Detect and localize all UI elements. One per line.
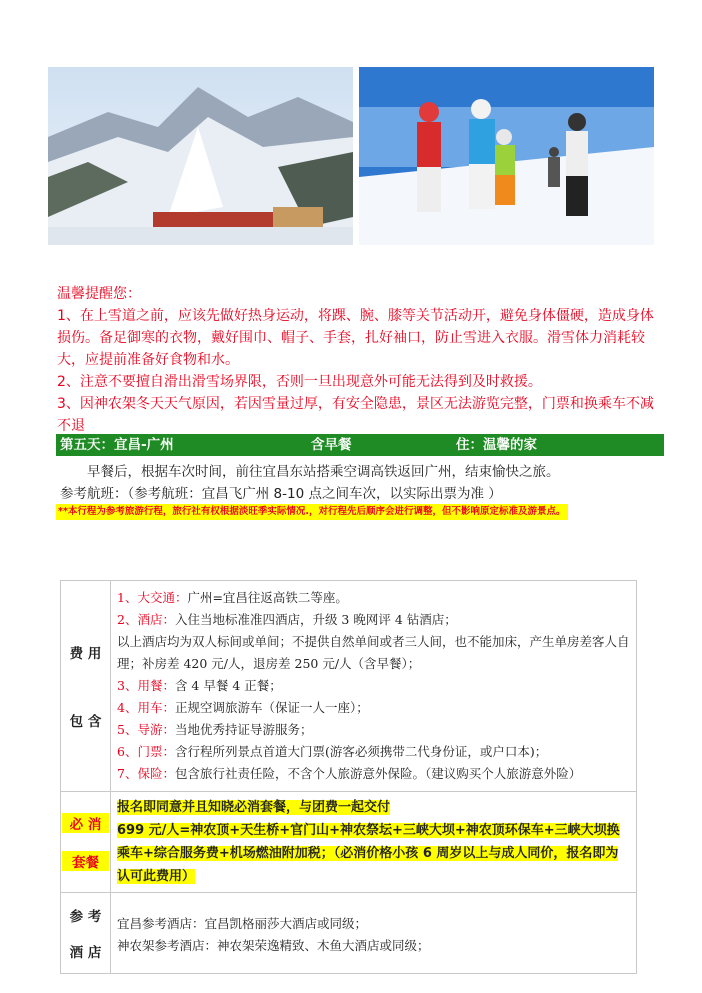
family-skiing-photo bbox=[359, 67, 654, 245]
fee-item: 2、酒店：入住当地标准准四酒店，升级 3 晚网评 4 钻酒店； bbox=[117, 612, 457, 627]
hotels-label-bottom: 酒 店 bbox=[69, 945, 102, 961]
mandatory-line-2b: （必消价格小孩 6 周岁以上与成人同价，报名即为认可此费用） bbox=[117, 846, 619, 884]
fee-item: 5、导游：当地优秀持证导游服务； bbox=[117, 722, 313, 737]
day5-flight: 参考航班：（参考航班：宜昌飞广州 8-10 点之间车次，以实际出票为准 ） bbox=[60, 486, 502, 502]
hotels-row bbox=[61, 893, 637, 974]
tips-line-3: 3、因神农架冬天天气原因，若因雪量过厚，有安全隐患，景区无法游览完整，门票和换乘车不减不退 bbox=[57, 396, 654, 434]
fee-item: 1、大交通：广州=宜昌往返高铁二等座。 bbox=[117, 590, 348, 605]
fee-table bbox=[60, 580, 637, 974]
mandatory-row bbox=[61, 792, 637, 893]
fee-item: 以上酒店均为双人标间或单间；不提供自然单间或者三人间，也不能加床，产生单房差客人自理；补房差 420 元/人，退房差 250 元/人（含早餐）； bbox=[117, 634, 630, 671]
fees-label bbox=[61, 581, 111, 792]
mandatory-line-2a: 699 元/人=神农顶+天生桥+官门山+神农祭坛+三峡大坝+神农顶环保车+三峡大坝换乘车+综合服务费+机场燃油附加税； bbox=[117, 823, 620, 861]
fee-item: 3、用餐：含 4 早餐 4 正餐； bbox=[117, 678, 282, 693]
hotel-line-1: 宜昌参考酒店：宜昌凯格丽莎大酒店或同级； bbox=[117, 916, 368, 931]
day5-meals: 含早餐 bbox=[311, 437, 352, 453]
mandatory-label bbox=[61, 792, 111, 893]
hotels-label bbox=[61, 893, 111, 974]
day5-hotel: 住：温馨的家 bbox=[456, 437, 537, 453]
mandatory-label-bottom: 套餐 bbox=[62, 851, 109, 871]
fee-item: 7、保险：包含旅行社责任险，不含个人旅游意外保险。（建议购买个人旅游意外险） bbox=[117, 766, 582, 781]
tips-line-1: 1、在上雪道之前，应该先做好热身运动，将踝、腕、膝等关节活动开，避免身体僵硬，造成身体损伤。备足御寒的衣物，戴好围巾、帽子、手套，扎好袖口，防止雪进入衣服。滑雪体力消耗较大，应提前准备好食物和水。 bbox=[57, 308, 654, 368]
itinerary-notice: **本行程为参考旅游行程，旅行社有权根据淡旺季实际情况.，对行程先后顺序会进行调整，但不影响原定标准及游景点。 bbox=[56, 504, 568, 520]
hotels-label-top: 参 考 bbox=[69, 909, 102, 925]
fee-item: 6、门票：含行程所列景点首道大门票(游客必须携带二代身份证，或户口本)； bbox=[117, 744, 548, 759]
mandatory-content bbox=[111, 792, 637, 893]
warm-tips bbox=[57, 283, 657, 437]
day5-title: 第五天：宜昌-广州 bbox=[60, 437, 174, 453]
fee-item: 4、用车：正规空调旅游车（保证一人一座）； bbox=[117, 700, 369, 715]
mandatory-label-top: 必 消 bbox=[62, 813, 109, 833]
day5-header bbox=[56, 434, 664, 456]
tips-line-2: 2、注意不要擅自滑出滑雪场界限，否则一旦出现意外可能无法得到及时救援。 bbox=[57, 374, 542, 390]
fees-content bbox=[111, 581, 637, 792]
day5-body bbox=[60, 461, 664, 505]
hotel-line-2: 神农架参考酒店：神农架荣逸精致、木鱼大酒店或同级； bbox=[117, 938, 430, 953]
day5-desc: 早餐后，根据车次时间，前往宜昌东站搭乘空调高铁返回广州，结束愉快之旅。 bbox=[87, 464, 560, 480]
fees-row bbox=[61, 581, 637, 792]
hotels-content bbox=[111, 893, 637, 974]
tips-title: 温馨提醒您： bbox=[57, 286, 141, 302]
mandatory-line-1: 报名即同意并且知晓必消套餐，与团费一起交付 bbox=[117, 800, 391, 815]
fees-label-top: 费 用 bbox=[69, 646, 102, 662]
fees-label-bottom: 包 含 bbox=[69, 714, 102, 730]
ski-resort-photo bbox=[48, 67, 353, 245]
